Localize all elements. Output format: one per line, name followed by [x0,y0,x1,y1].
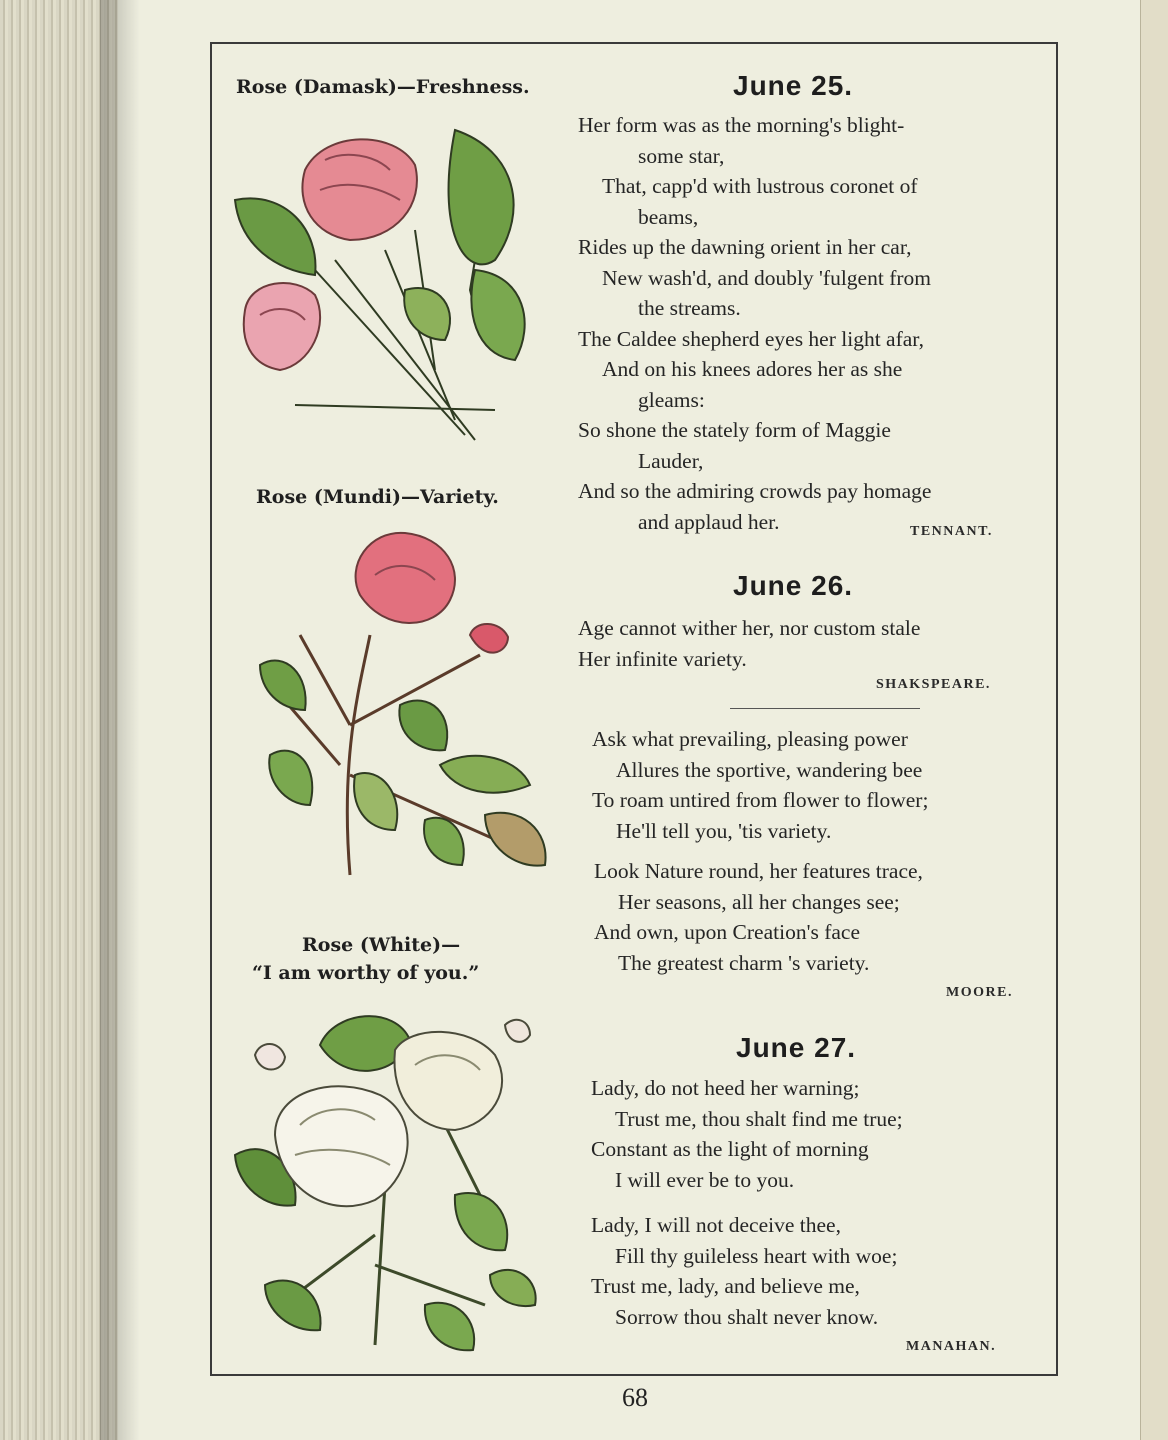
author-moore: MOORE. [946,985,1013,1000]
poem-line: Lady, I will not deceive thee, [591,1213,841,1237]
poem-line: Fill thy guileless heart with woe; [615,1243,898,1268]
poem-line: Allures the sportive, wandering bee [616,757,923,782]
poem-line: And on his knees adores her as she [602,357,903,381]
poem-line: And so the admiring crowds pay homage [578,479,932,503]
gutter-shadow [100,0,140,1440]
poem-line: So shone the stately form of Maggie [578,418,891,442]
facing-page-edge [1140,0,1168,1440]
poem-line: some star, [638,143,725,168]
poem-line: Trust me, lady, and believe me, [591,1274,860,1298]
poem-line: Lauder, [638,448,704,473]
poem-line: New wash'd, and doubly 'fulgent from [602,265,931,290]
poem-line: Her form was as the morning's blight- [578,113,905,137]
poem-line: That, capp'd with lustrous coronet of [602,174,918,198]
poem-june-26-moore-2 [594,856,923,978]
author-shakspeare: SHAKSPEARE. [876,677,991,692]
poem-line: And own, upon Creation's face [594,920,860,944]
date-june-26: June 26. [733,570,854,601]
page-number: 68 [622,1383,648,1412]
caption-damask-rose: Rose (Damask)—Freshness. [236,76,530,98]
poem-line: Look Nature round, her features trace, [594,859,923,883]
poem-line: The Caldee shepherd eyes her light afar, [578,326,924,351]
poem-line: Ask what prevailing, pleasing power [592,727,908,751]
poem-june-27-stanza-1 [591,1073,903,1195]
separator-line [730,708,920,709]
caption-white-rose-1: Rose (White)— [302,934,461,956]
poem-line: I will ever be to you. [615,1167,795,1192]
poem-june-26-moore-1 [592,724,928,846]
caption-white-rose-2: “I am worthy of you.” [252,962,480,984]
mundi-rose-illustration [240,525,560,895]
poem-line: the streams. [638,296,741,320]
date-june-25: June 25. [733,70,854,101]
poem-line: beams, [638,204,699,229]
poem-line: Constant as the light of morning [591,1137,869,1161]
poem-line: Her infinite variety. [578,646,747,671]
author-tennant: TENNANT. [910,524,993,539]
author-manahan: MANAHAN. [906,1339,997,1354]
poem-june-25 [578,110,931,537]
poem-line: Rides up the dawning orient in her car, [578,235,912,259]
poem-line: Lady, do not heed her warning; [591,1076,860,1100]
caption-mundi-rose: Rose (Mundi)—Variety. [256,486,499,508]
poem-line: He'll tell you, 'tis variety. [616,818,832,843]
damask-rose-illustration [225,110,545,450]
poem-line: gleams: [638,387,705,412]
poem-line: Her seasons, all her changes see; [618,889,900,914]
date-june-27: June 27. [736,1032,857,1063]
poem-line: Trust me, thou shalt find me true; [615,1106,903,1131]
poem-line: To roam untired from flower to flower; [592,788,929,812]
poem-june-26-shakspeare [578,613,920,674]
poem-line: Sorrow thou shalt never know. [615,1304,879,1329]
poem-line: The greatest charm 's variety. [618,950,870,975]
poem-line: Age cannot wither her, nor custom stale [578,616,921,640]
poem-june-27-stanza-2 [591,1210,897,1332]
white-rose-illustration [225,1005,555,1365]
poem-line: and applaud her. [638,509,780,534]
